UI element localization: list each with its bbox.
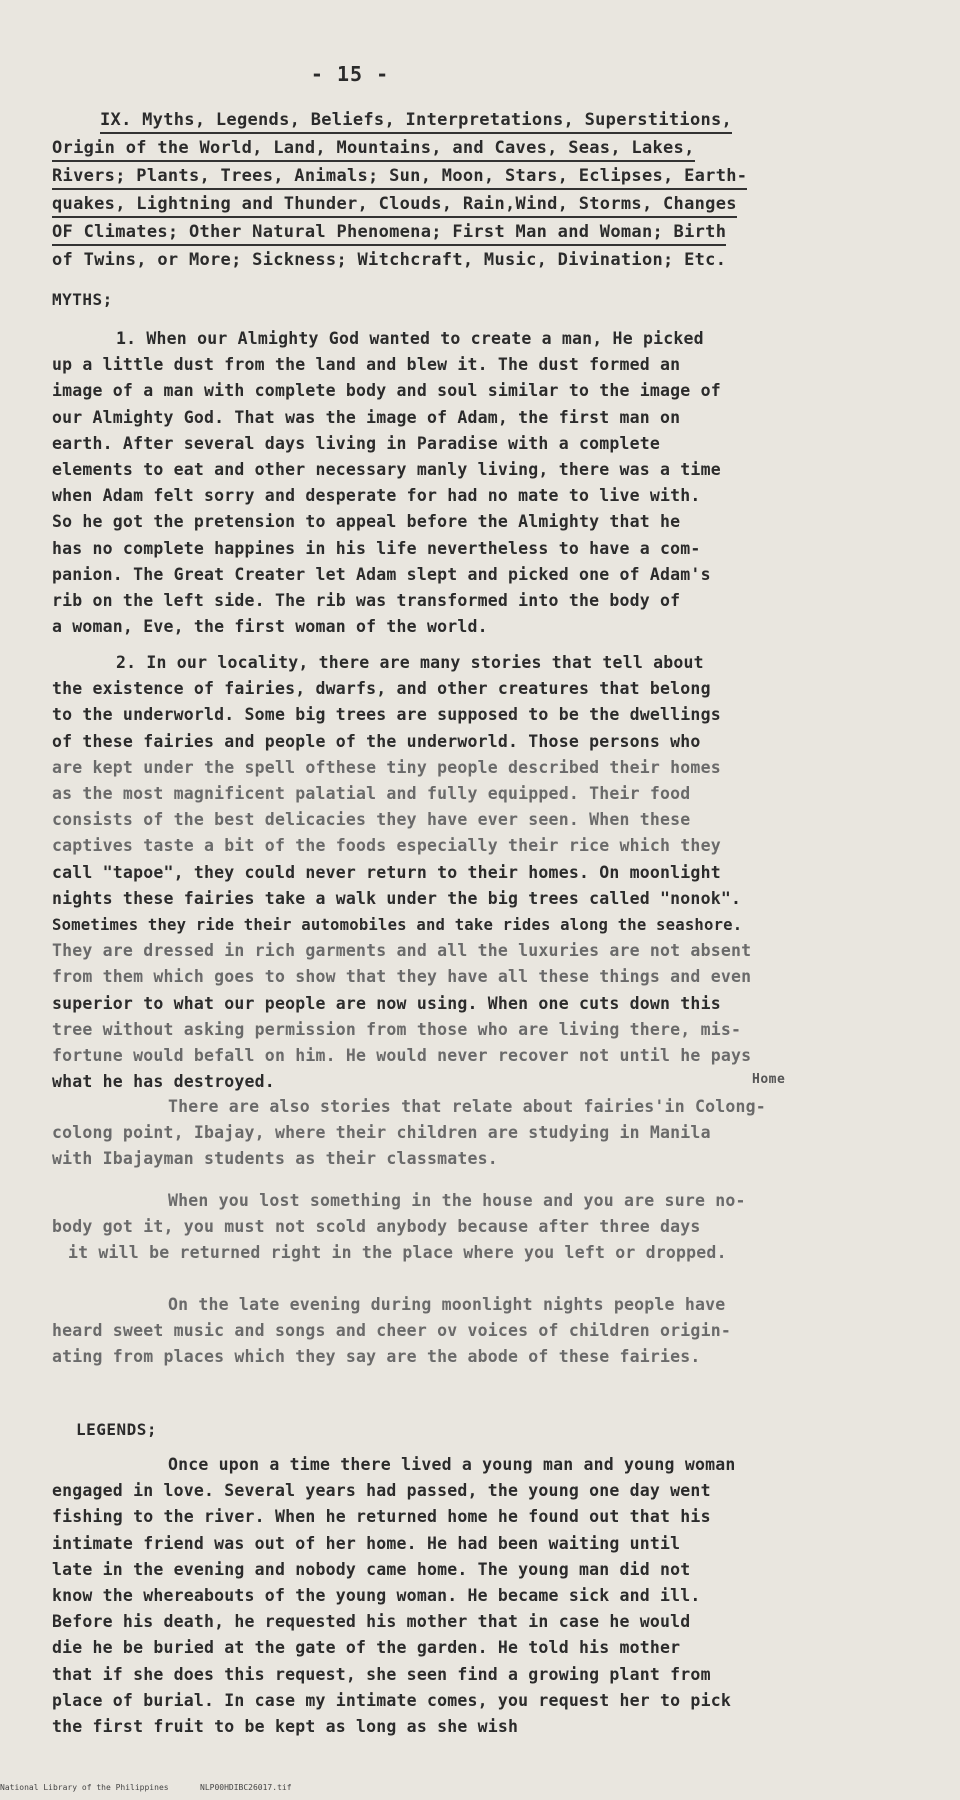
- fairy-music-paragraph: [52, 1292, 922, 1371]
- text-line: ating from places which they say are the abode of these fairies.: [52, 1347, 701, 1367]
- text-line: the first fruit to be kept as long as she wish: [52, 1717, 519, 1737]
- text-line: nights these fairies take a walk under the big trees called "nonok".: [52, 888, 742, 908]
- text-line: that if she does this request, she seen find a growing plant from: [52, 1664, 711, 1684]
- handwritten-insert: Home: [752, 1072, 786, 1087]
- text-line: with Ibajayman students as their classmates.: [52, 1149, 498, 1169]
- text-line: elements to eat and other necessary manly living, there was a time: [52, 460, 721, 480]
- text-line: a woman, Eve, the first woman of the world.: [52, 617, 488, 637]
- text-line: up a little dust from the land and blew it. The dust formed an: [52, 355, 681, 375]
- text-line: There are also stories that relate about fairies'in Colong-: [168, 1097, 766, 1116]
- text-line: superior to what our people are now using. When one cuts down this: [52, 993, 721, 1013]
- text-line: fortune would befall on him. He would never recover not until he pays: [52, 1046, 752, 1066]
- text-line: colong point, Ibajay, where their children are studying in Manila: [52, 1123, 711, 1143]
- text-line: earth. After several days living in Paradise with a complete: [52, 433, 661, 453]
- text-line: are kept under the spell ofthese tiny people described their homes: [52, 757, 721, 777]
- myth-1-paragraph: [52, 326, 922, 640]
- heading-line: quakes, Lightning and Thunder, Clouds, Rain,Wind, Storms, Changes: [52, 192, 737, 218]
- heading-line: IX. Myths, Legends, Beliefs, Interpretations, Superstitions,: [100, 108, 732, 134]
- text-line: 1. When our Almighty God wanted to create a man, He picked: [116, 329, 704, 348]
- text-line: late in the evening and nobody came home. The young man did not: [52, 1559, 691, 1579]
- text-line: body got it, you must not scold anybody because after three days: [52, 1217, 701, 1237]
- fairies-school-paragraph: [52, 1094, 922, 1173]
- myths-label: MYTHS;: [52, 290, 113, 309]
- text-line: tree without asking permission from those who are living there, mis-: [52, 1019, 742, 1039]
- text-line: consists of the best delicacies they have ever seen. When these: [52, 810, 691, 830]
- text-line: call "tapoe", they could never return to their homes. On moonlight: [52, 862, 721, 882]
- text-line: image of a man with complete body and soul similar to the image of: [52, 381, 721, 401]
- text-line: When you lost something in the house and you are sure no-: [168, 1191, 746, 1210]
- text-line: captives taste a bit of the foods especially their rice which they: [52, 836, 721, 856]
- heading-line: of Twins, or More; Sickness; Witchcraft, Music, Divination; Etc.: [52, 250, 727, 270]
- legends-label: LEGENDS;: [76, 1420, 158, 1439]
- text-line: it will be returned right in the place where you left or dropped.: [68, 1243, 727, 1263]
- text-line: the existence of fairies, dwarfs, and other creatures that belong: [52, 679, 711, 699]
- text-line: die he be buried at the gate of the garden. He told his mother: [52, 1638, 681, 1658]
- text-line: place of burial. In case my intimate comes, you request her to pick: [52, 1690, 731, 1710]
- footer-filename: NLP00HDIBC26017.tif: [200, 1783, 292, 1792]
- text-line: heard sweet music and songs and cheer ov voices of children origin-: [52, 1321, 731, 1341]
- text-line: to the underworld. Some big trees are supposed to be the dwellings: [52, 705, 721, 725]
- text-line: know the whereabouts of the young woman. He became sick and ill.: [52, 1586, 701, 1606]
- text-line: intimate friend was out of her home. He had been waiting until: [52, 1533, 681, 1553]
- text-line: Before his death, he requested his mother that in case he would: [52, 1612, 691, 1632]
- legend-paragraph: [52, 1452, 922, 1740]
- text-line: when Adam felt sorry and desperate for had no mate to live with.: [52, 486, 701, 506]
- text-line: Sometimes they ride their automobiles and take rides along the seashore.: [52, 916, 743, 935]
- text-line: rib on the left side. The rib was transformed into the body of: [52, 591, 681, 611]
- text-line: They are dressed in rich garments and all the luxuries are not absent: [52, 941, 752, 961]
- heading-line: OF Climates; Other Natural Phenomena; First Man and Woman; Birth: [52, 220, 726, 246]
- footer-source: National Library of the Philippines: [0, 1783, 169, 1792]
- text-line: from them which goes to show that they have all these things and even: [52, 967, 752, 987]
- myth-2-paragraph: [52, 650, 922, 1095]
- lost-things-paragraph: [52, 1188, 922, 1267]
- text-line: Once upon a time there lived a young man and young woman: [168, 1455, 736, 1474]
- text-line: of these fairies and people of the underworld. Those persons who: [52, 731, 701, 751]
- section-heading: [52, 106, 912, 274]
- text-line: fishing to the river. When he returned home he found out that his: [52, 1507, 711, 1527]
- heading-line: Rivers; Plants, Trees, Animals; Sun, Moon, Stars, Eclipses, Earth-: [52, 164, 747, 190]
- text-line: has no complete happines in his life nevertheless to have a com-: [52, 538, 701, 558]
- text-line: So he got the pretension to appeal before the Almighty that he: [52, 512, 681, 532]
- page-number: - 15 -: [310, 62, 390, 86]
- text-line: 2. In our locality, there are many stories that tell about: [116, 653, 704, 672]
- text-line: our Almighty God. That was the image of Adam, the first man on: [52, 407, 681, 427]
- text-line: what he has destroyed.: [52, 1072, 275, 1092]
- text-line: as the most magnificent palatial and fully equipped. Their food: [52, 784, 691, 804]
- text-line: On the late evening during moonlight nights people have: [168, 1295, 726, 1314]
- text-line: engaged in love. Several years had passed, the young one day went: [52, 1481, 711, 1501]
- text-line: panion. The Great Creater let Adam slept and picked one of Adam's: [52, 564, 711, 584]
- heading-line: Origin of the World, Land, Mountains, and Caves, Seas, Lakes,: [52, 136, 695, 162]
